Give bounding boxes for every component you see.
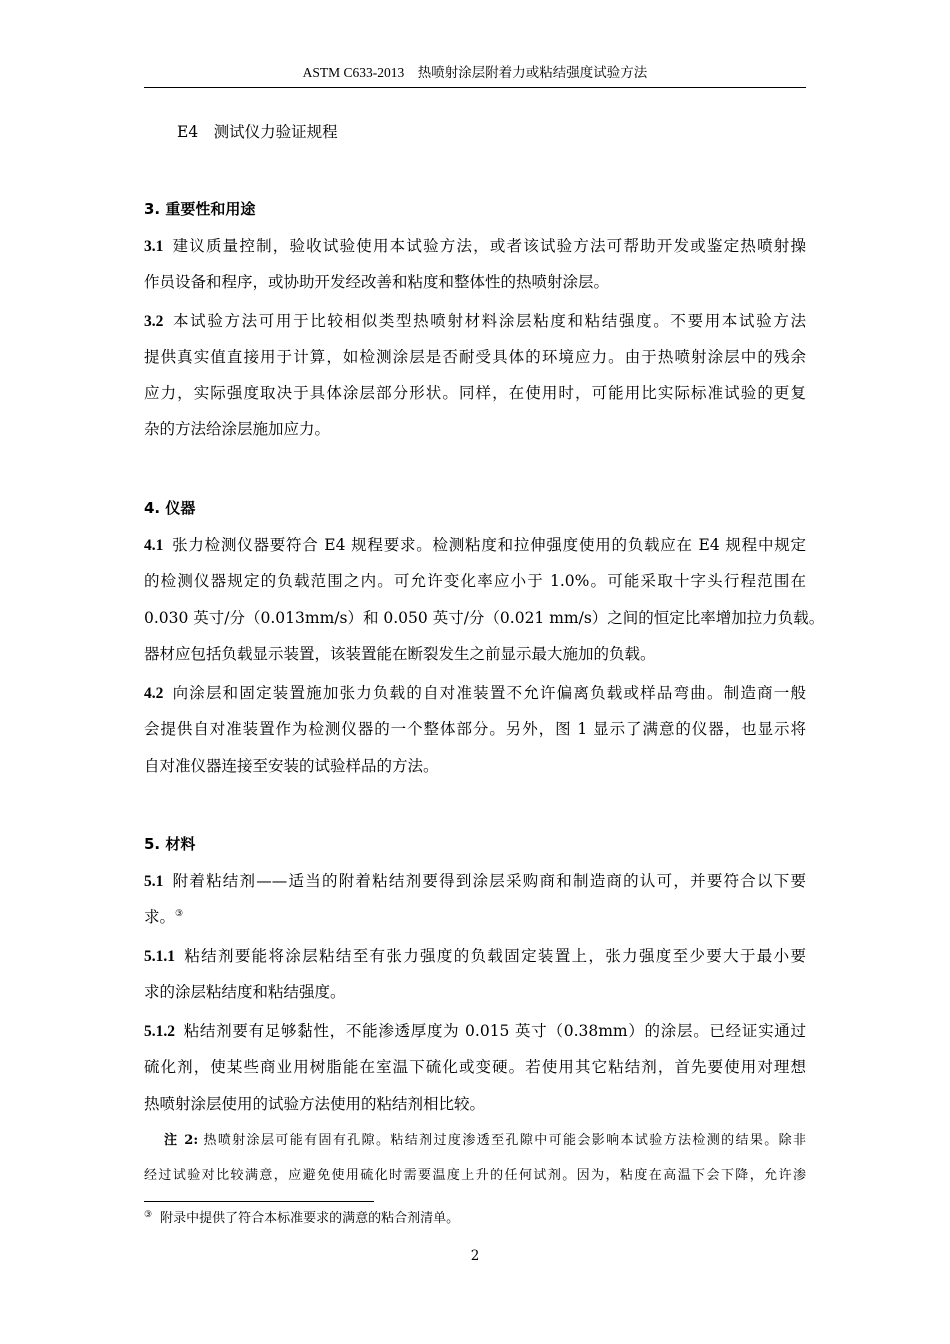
footnote-text: 附录中提供了符合本标准要求的满意的粘合剂清单。: [160, 1211, 460, 1226]
footnote-mark: ③: [144, 1209, 153, 1220]
reference-e4: E4 测试仪力验证规程: [177, 123, 338, 141]
para-3-2-line-3: 应力，实际强度取决于具体涂层部分形状。同样，在使用时，可能用比实际标准试验的更复: [144, 384, 806, 402]
para-3-1-line-1: 3.1 建议质量控制，验收试验使用本试验方法，或者该试验方法可帮助开发或鉴定热喷射操: [144, 237, 806, 255]
note-2-line-1: 注 2: 热喷射涂层可能有固有孔隙。粘结剂过度渗透至孔隙中可能会影响本试验方法检测的结果。除非: [164, 1133, 806, 1148]
para-5-1-2-line-3: 热喷射涂层使用的试验方法使用的粘结剂相比较。: [144, 1095, 486, 1113]
footnote-rule: [144, 1201, 374, 1202]
para-4-2-number: 4.2: [144, 685, 164, 702]
para-3-2-line-4: 杂的方法给涂层施加应力。: [144, 420, 331, 438]
section-5-heading: 5. 材料: [144, 835, 196, 853]
para-4-2-line-1: 4.2 向涂层和固定装置施加张力负载的自对准装置不允许偏离负载或样品弯曲。制造商一般: [144, 684, 806, 702]
para-3-1-number: 3.1: [144, 238, 164, 255]
para-4-2-line-3: 自对准仪器连接至安装的试验样品的方法。: [144, 757, 439, 775]
para-3-2-number: 3.2: [144, 313, 164, 330]
para-4-1-line-4: 器材应包括负载显示装置，该装置能在断裂发生之前显示最大施加的负载。: [144, 645, 656, 663]
section-4-heading: 4. 仪器: [144, 499, 196, 517]
para-5-1-line-2: 求。③: [144, 908, 184, 926]
para-3-2-line-1: 3.2 本试验方法可用于比较相似类型热喷射材料涂层粘度和粘结强度。不要用本试验方法: [144, 312, 806, 330]
para-5-1-1-line-1: 5.1.1 粘结剂要能将涂层粘结至有张力强度的负载固定装置上，张力强度至少要大于最小要: [144, 947, 806, 965]
para-4-1-number: 4.1: [144, 537, 164, 554]
running-header: ASTM C633-2013 热喷射涂层附着力或粘结强度试验方法: [302, 65, 648, 80]
para-5-1-line-1: 5.1 附着粘结剂——适当的附着粘结剂要得到涂层采购商和制造商的认可，并要符合以下要: [144, 872, 806, 890]
para-5-1-number: 5.1: [144, 873, 164, 890]
note-2-label: 注 2:: [164, 1133, 199, 1148]
para-5-1-2-number: 5.1.2: [144, 1023, 175, 1040]
para-5-1-1-number: 5.1.1: [144, 948, 175, 965]
footnote-reference: ③: [175, 908, 184, 919]
para-4-1-line-1: 4.1 张力检测仪器要符合 E4 规程要求。检测粘度和拉伸强度使用的负载应在 E4 规程中规定: [144, 536, 806, 554]
para-5-1-2-line-2: 硫化剂，使某些商业用树脂能在室温下硫化或变硬。若使用其它粘结剂，首先要使用对理想: [144, 1058, 806, 1076]
page-number: 2: [470, 1248, 480, 1264]
note-2-line-2: 经过试验对比较满意，应避免使用硫化时需要温度上升的任何试剂。因为，粘度在高温下会下降，允许渗: [144, 1168, 806, 1183]
para-4-1-line-3: 0.030 英寸/分（0.013mm/s）和 0.050 英寸/分（0.021 mm/s）之间的恒定比率增加拉力负载。: [144, 609, 825, 627]
para-3-2-line-2: 提供真实值直接用于计算，如检测涂层是否耐受具体的环境应力。由于热喷射涂层中的残余: [144, 348, 806, 366]
para-4-1-line-2: 的检测仪器规定的负载范围之内。可允许变化率应小于 1.0%。可能采取十字头行程范围在: [144, 572, 806, 590]
para-5-1-1-line-2: 求的涂层粘结度和粘结强度。: [144, 983, 346, 1001]
section-3-heading: 3. 重要性和用途: [144, 200, 256, 218]
para-3-1-line-2: 作员设备和程序，或协助开发经改善和粘度和整体性的热喷射涂层。: [144, 273, 610, 291]
footnote: [144, 1209, 459, 1229]
para-4-2-line-2: 会提供自对准装置作为检测仪器的一个整体部分。另外，图 1 显示了满意的仪器，也显示将: [144, 720, 806, 738]
header-rule: [144, 87, 806, 88]
para-5-1-2-line-1: 5.1.2 粘结剂要有足够黏性，不能渗透厚度为 0.015 英寸（0.38mm）的涂层。已经证实通过: [144, 1022, 806, 1040]
